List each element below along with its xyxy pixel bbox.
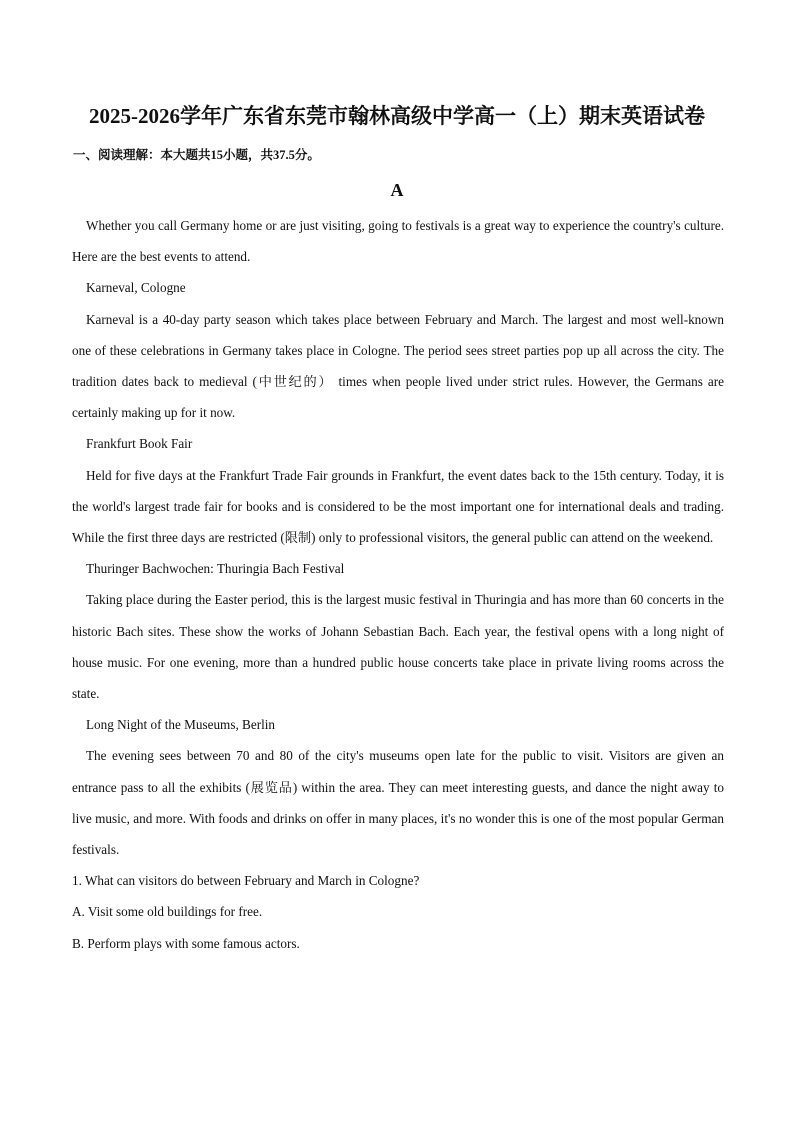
section-heading: 一、阅读理解：本大题共15小题，共37.5分。 (73, 148, 320, 162)
exam-title: 2025-2026学年广东省东莞市翰林高级中学高一（上）期末英语试卷 (89, 104, 705, 128)
question-stem: 1. What can visitors do between February and March in Cologne? (72, 873, 420, 889)
event-heading: Long Night of the Museums, Berlin (86, 717, 276, 733)
event-paragraph: The evening sees between 70 and 80 of the city's museums open late for the public to visit. Visitors are given an entrance pass to all the exhibits (展览品) within the area. They can meet interesting guests, and dance the night away to live music, and more. With foods and drinks on offer in many places, it's no wonder this is one of the most popular German festivals. (72, 748, 724, 858)
passage-body (72, 210, 724, 959)
option-a: A. Visit some old buildings for free. (72, 904, 263, 920)
event-heading: Frankfurt Book Fair (86, 436, 193, 452)
option-b: B. Perform plays with some famous actors. (72, 935, 300, 951)
event-paragraph: Karneval is a 40-day party season which takes place between February and March. The largest and most well-known one of these celebrations in Germany takes place in Cologne. The period sees street parties pop up all across the city. The tradition dates back to medieval (中世纪的） times when people lived under strict rules. However, the Germans are certainly making up for it now. (72, 311, 724, 421)
event-paragraph: Held for five days at the Frankfurt Trade Fair grounds in Frankfurt, the event dates back to the 15th century. Today, it is the world's largest trade fair for books and is considered to be the most important one for international deals and trading. While the first three days are restricted (限制) only to professional visitors, the general public can attend on the weekend. (72, 467, 724, 546)
event-heading: Thuringer Bachwochen: Thuringia Bach Festival (86, 561, 345, 577)
intro-paragraph: Whether you call Germany home or are just visiting, going to festivals is a great way to experience the country's culture. Here are the best events to attend. (72, 218, 724, 265)
event-heading: Karneval, Cologne (86, 280, 186, 296)
passage-letter: A (390, 180, 404, 200)
event-paragraph: Taking place during the Easter period, this is the largest music festival in Thuringia and has more than 60 concerts in the historic Bach sites. These show the works of Johann Sebastian Bach. Each year, the festival opens with a long night of house music. For one evening, more than a hundred public house concerts take place in private living rooms across the state. (72, 592, 724, 702)
